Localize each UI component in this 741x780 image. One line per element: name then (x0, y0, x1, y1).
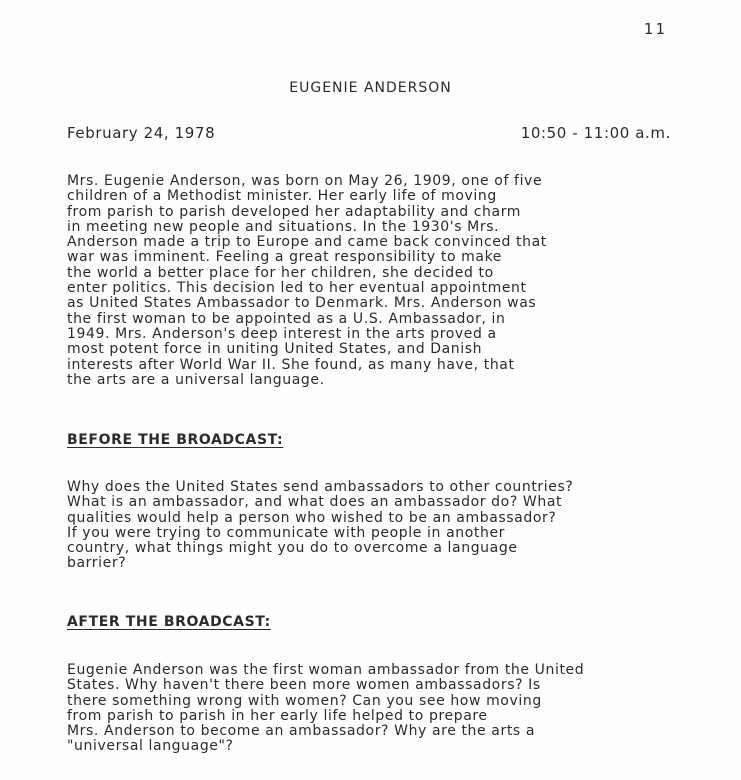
after-broadcast-questions: Eugenie Anderson was the first woman ambassador from the United States. Why haven't there been more women ambassadors? Is there something wrong with women? Can you see how moving from parish to parish in her early life helped to prepare Mrs. Anderson to become an ambassador? Why are the arts a "universal language"? (67, 662, 585, 755)
broadcast-date: February 24, 1978 (67, 124, 216, 142)
before-broadcast-questions: Why does the United States send ambassadors to other countries? What is an ambassador, and what does an ambassador do? What qualities would help a person who wished to be an ambassador? If you were trying to communicate with people in another country, what things might you do to overcome a language barrier? (67, 479, 574, 572)
after-broadcast-heading: AFTER THE BROADCAST: (67, 614, 271, 630)
broadcast-time: 10:50 - 11:00 a.m. (520, 124, 671, 142)
document-title: EUGENIE ANDERSON (289, 80, 452, 96)
biography-paragraph: Mrs. Eugenie Anderson, was born on May 26, 1909, one of five children of a Methodist minister. Her early life of moving from parish to parish developed her adaptability and charm in meeting new people and situations. In the 1930's Mrs. Anderson made a trip to Europe and came back convinced that war was imminent. Feeling a great responsibility to make the world a better place for her children, she decided to enter politics. This decision led to her eventual appointment as United States Ambassador to Denmark. Mrs. Anderson was the first woman to be appointed as a U.S. Ambassador, in 1949. Mrs. Anderson's deep interest in the arts proved a most potent force in uniting United States, and Danish interests after World War II. She found, as many have, that the arts are a universal language. (67, 173, 547, 388)
before-broadcast-heading: BEFORE THE BROADCAST: (67, 432, 284, 448)
page-number: 11 (643, 20, 667, 38)
